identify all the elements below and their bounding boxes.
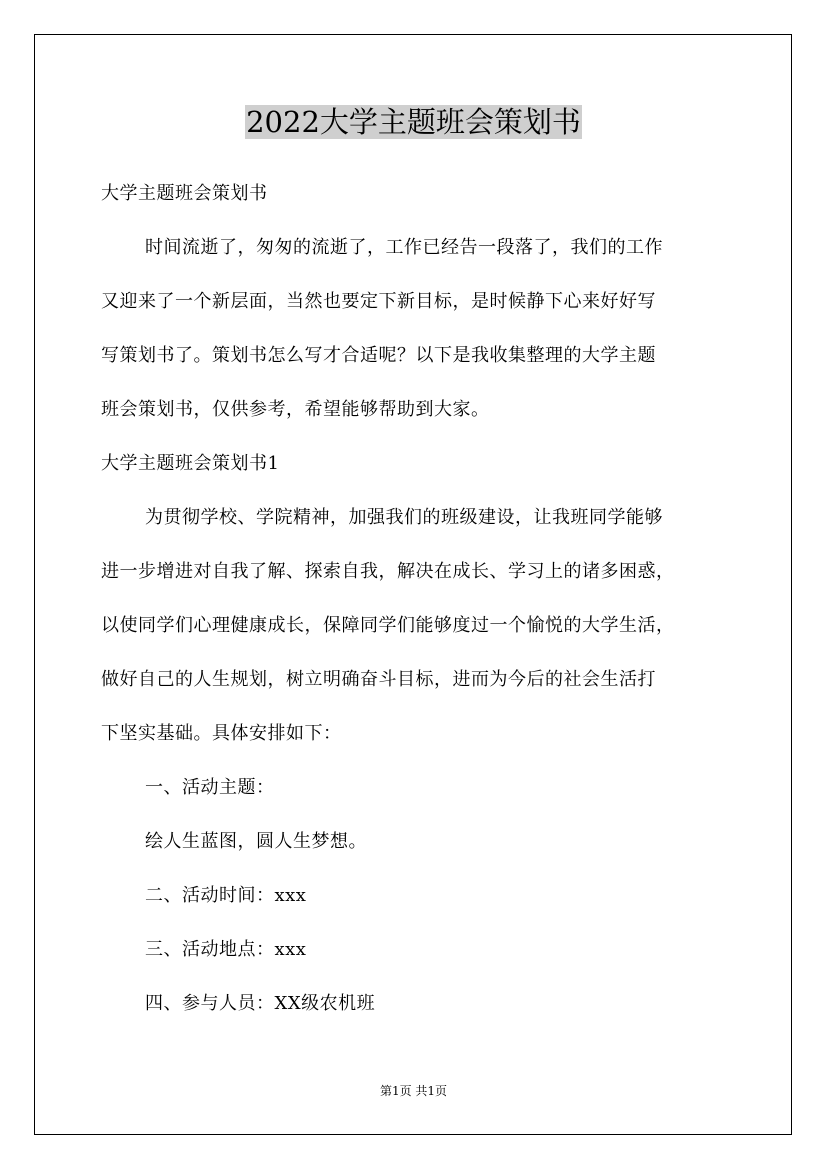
list-item: 二、活动时间：xxx [145, 885, 307, 906]
paragraph-line: 以使同学们心理健康成长，保障同学们能够度过一个愉悦的大学生活， [101, 615, 675, 636]
paragraph-line: 做好自己的人生规划，树立明确奋斗目标，进而为今后的社会生活打 [101, 669, 656, 690]
section-heading: 大学主题班会策划书1 [101, 453, 280, 474]
paragraph-line: 进一步增进对自我了解、探索自我，解决在成长、学习上的诸多困惑， [101, 561, 675, 582]
list-item: 绘人生蓝图，圆人生梦想。 [145, 831, 367, 852]
list-item: 三、活动地点：xxx [145, 939, 307, 960]
paragraph-line: 为贯彻学校、学院精神，加强我们的班级建设，让我班同学能够 [145, 507, 663, 528]
list-item: 四、参与人员：XX级农机班 [145, 993, 376, 1014]
paragraph-line: 写策划书了。策划书怎么写才合适呢？以下是我收集整理的大学主题 [101, 345, 656, 366]
document-title-text: 2022大学主题班会策划书 [246, 105, 581, 139]
paragraph-line: 时间流逝了，匆匆的流逝了，工作已经告一段落了，我们的工作 [145, 237, 663, 258]
paragraph-line: 又迎来了一个新层面，当然也要定下新目标，是时候静下心来好好写 [101, 291, 656, 312]
document-title [0, 100, 827, 144]
list-item: 一、活动主题： [145, 777, 275, 798]
paragraph-line: 下坚实基础。具体安排如下： [101, 723, 342, 744]
page-footer: 第1页 共1页 [379, 1084, 448, 1098]
subtitle-line: 大学主题班会策划书 [101, 183, 268, 204]
paragraph-line: 班会策划书，仅供参考，希望能够帮助到大家。 [101, 399, 490, 420]
